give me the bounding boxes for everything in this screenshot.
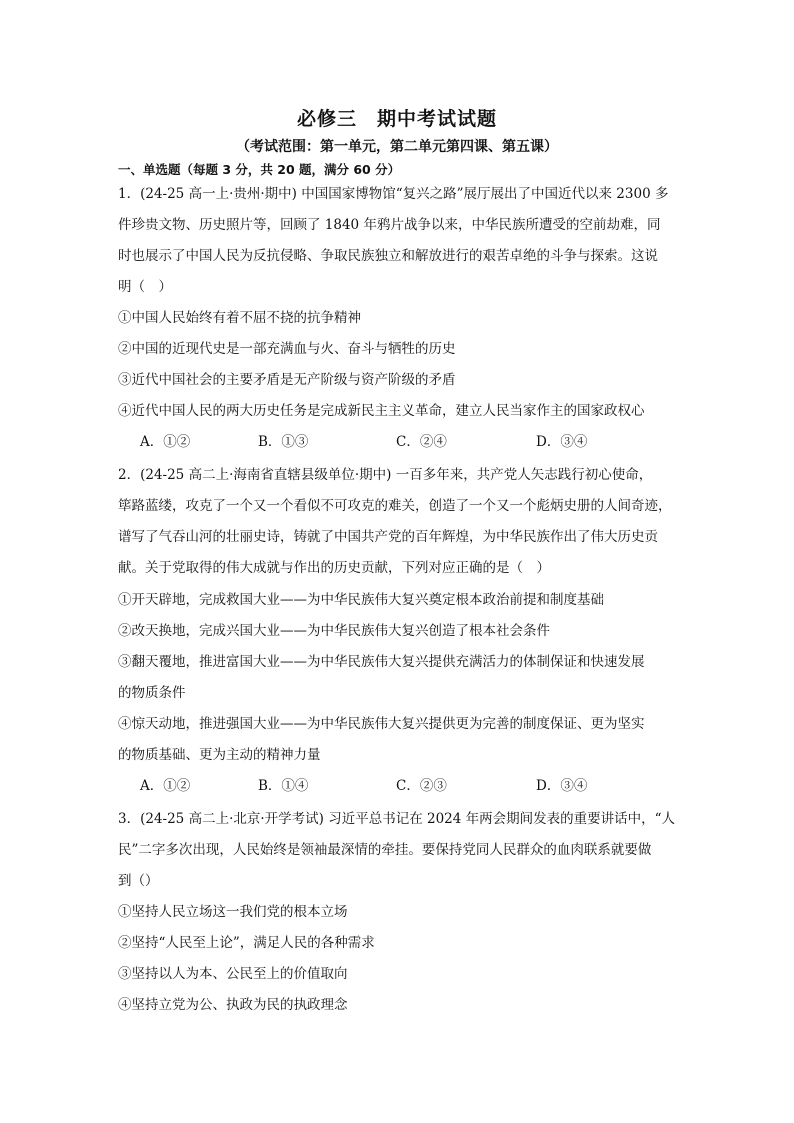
question-2-statement-1: ①开天辟地，完成救国大业——为中华民族伟大复兴奠定根本政治前提和制度基础: [118, 592, 604, 608]
question-1-statement-4: ④近代中国人民的两大历史任务是完成新民主主义革命，建立人民当家作主的国家政权心: [118, 403, 645, 419]
question-3-statement-2: ②坚持“人民至上论”，满足人民的各种需求: [118, 935, 375, 951]
question-3-stem-line-1: 3．(24-25 高二上·北京·开学考试) 习近平总书记在 2024 年两会期间发表的重要讲话中，“人: [118, 811, 676, 827]
question-3-stem-line-3: 到（）: [118, 873, 159, 889]
question-2-stem-line-1: 2．(24-25 高二上·海南省直辖县级单位·期中) 一百多年来，共产党人矢志践行初心使命，: [118, 467, 653, 483]
question-3-stem-line-2: 民”二字多次出现，人民始终是领袖最深情的牵挂。要保持党同人民群众的血肉联系就要做: [118, 842, 652, 858]
question-2-option-d[interactable]: D．③④: [536, 778, 588, 794]
question-3-statement-3: ③坚持以人为本、公民至上的价值取向: [118, 966, 348, 982]
section-title: 一、单选题（每题 3 分，共 20 题，满分 60 分）: [118, 162, 401, 177]
question-2-options: [140, 776, 700, 796]
question-1-stem-line-1: 1．(24-25 高一上·贵州·期中) 中国国家博物馆“复兴之路”展厅展出了中国近代以来 2300 多: [118, 186, 669, 202]
question-2-stem-line-4: 献。关于党取得的伟大成就与作出的历史贡献，下列对应正确的是（ ）: [118, 560, 550, 576]
question-3-statement-1: ①坚持人民立场这一我们党的根本立场: [118, 904, 348, 920]
question-1-stem-line-4: 明（ ）: [118, 279, 172, 295]
question-2-statement-2: ②改天换地，完成兴国大业——为中华民族伟大复兴创造了根本社会条件: [118, 623, 550, 639]
question-1-statement-1: ①中国人民始终有着不屈不挠的抗争精神: [118, 310, 361, 326]
question-2-stem-line-2: 筚路蓝缕，攻克了一个又一个看似不可攻克的难关，创造了一个又一个彪炳史册的人间奇迹，: [118, 498, 672, 514]
exam-scope-subtitle: （考试范围：第一单元，第二单元第四课、第五课）: [236, 139, 558, 155]
question-1-option-d[interactable]: D．③④: [536, 434, 588, 450]
question-2-stem-line-3: 谱写了气吞山河的壮丽史诗，铸就了中国共产党的百年辉煌，为中华民族作出了伟大历史贡: [118, 529, 658, 545]
question-1-stem-line-2: 件珍贵文物、历史照片等，回顾了 1840 年鸦片战争以来，中华民族所遭受的空前劫难，同: [118, 217, 661, 233]
question-2-option-a[interactable]: A．①②: [140, 778, 191, 794]
question-1-option-c[interactable]: C．②④: [396, 434, 447, 450]
question-2-statement-4-cont: 的物质基础、更为主动的精神力量: [118, 747, 321, 763]
page-title: 必修三 期中考试试题: [296, 108, 497, 130]
question-1-options: [140, 432, 700, 452]
question-1-statement-2: ②中国的近现代史是一部充满血与火、奋斗与牺牲的历史: [118, 341, 456, 357]
question-1-stem-line-3: 时也展示了中国人民为反抗侵略、争取民族独立和解放进行的艰苦卓绝的斗争与探索。这说: [118, 248, 658, 264]
question-1-statement-3: ③近代中国社会的主要矛盾是无产阶级与资产阶级的矛盾: [118, 372, 456, 388]
question-1-option-b[interactable]: B．①③: [258, 434, 309, 450]
question-2-option-b[interactable]: B．①④: [258, 778, 309, 794]
question-2-option-c[interactable]: C．②③: [396, 778, 447, 794]
question-2-statement-4: ④惊天动地，推进强国大业——为中华民族伟大复兴提供更为完善的制度保证、更为坚实: [118, 716, 645, 732]
question-2-statement-3-cont: 的物质条件: [118, 685, 186, 701]
question-1-option-a[interactable]: A．①②: [140, 434, 191, 450]
question-3-statement-4: ④坚持立党为公、执政为民的执政理念: [118, 997, 348, 1013]
question-2-statement-3: ③翻天覆地，推进富国大业——为中华民族伟大复兴提供充满活力的体制保证和快速发展: [118, 654, 645, 670]
